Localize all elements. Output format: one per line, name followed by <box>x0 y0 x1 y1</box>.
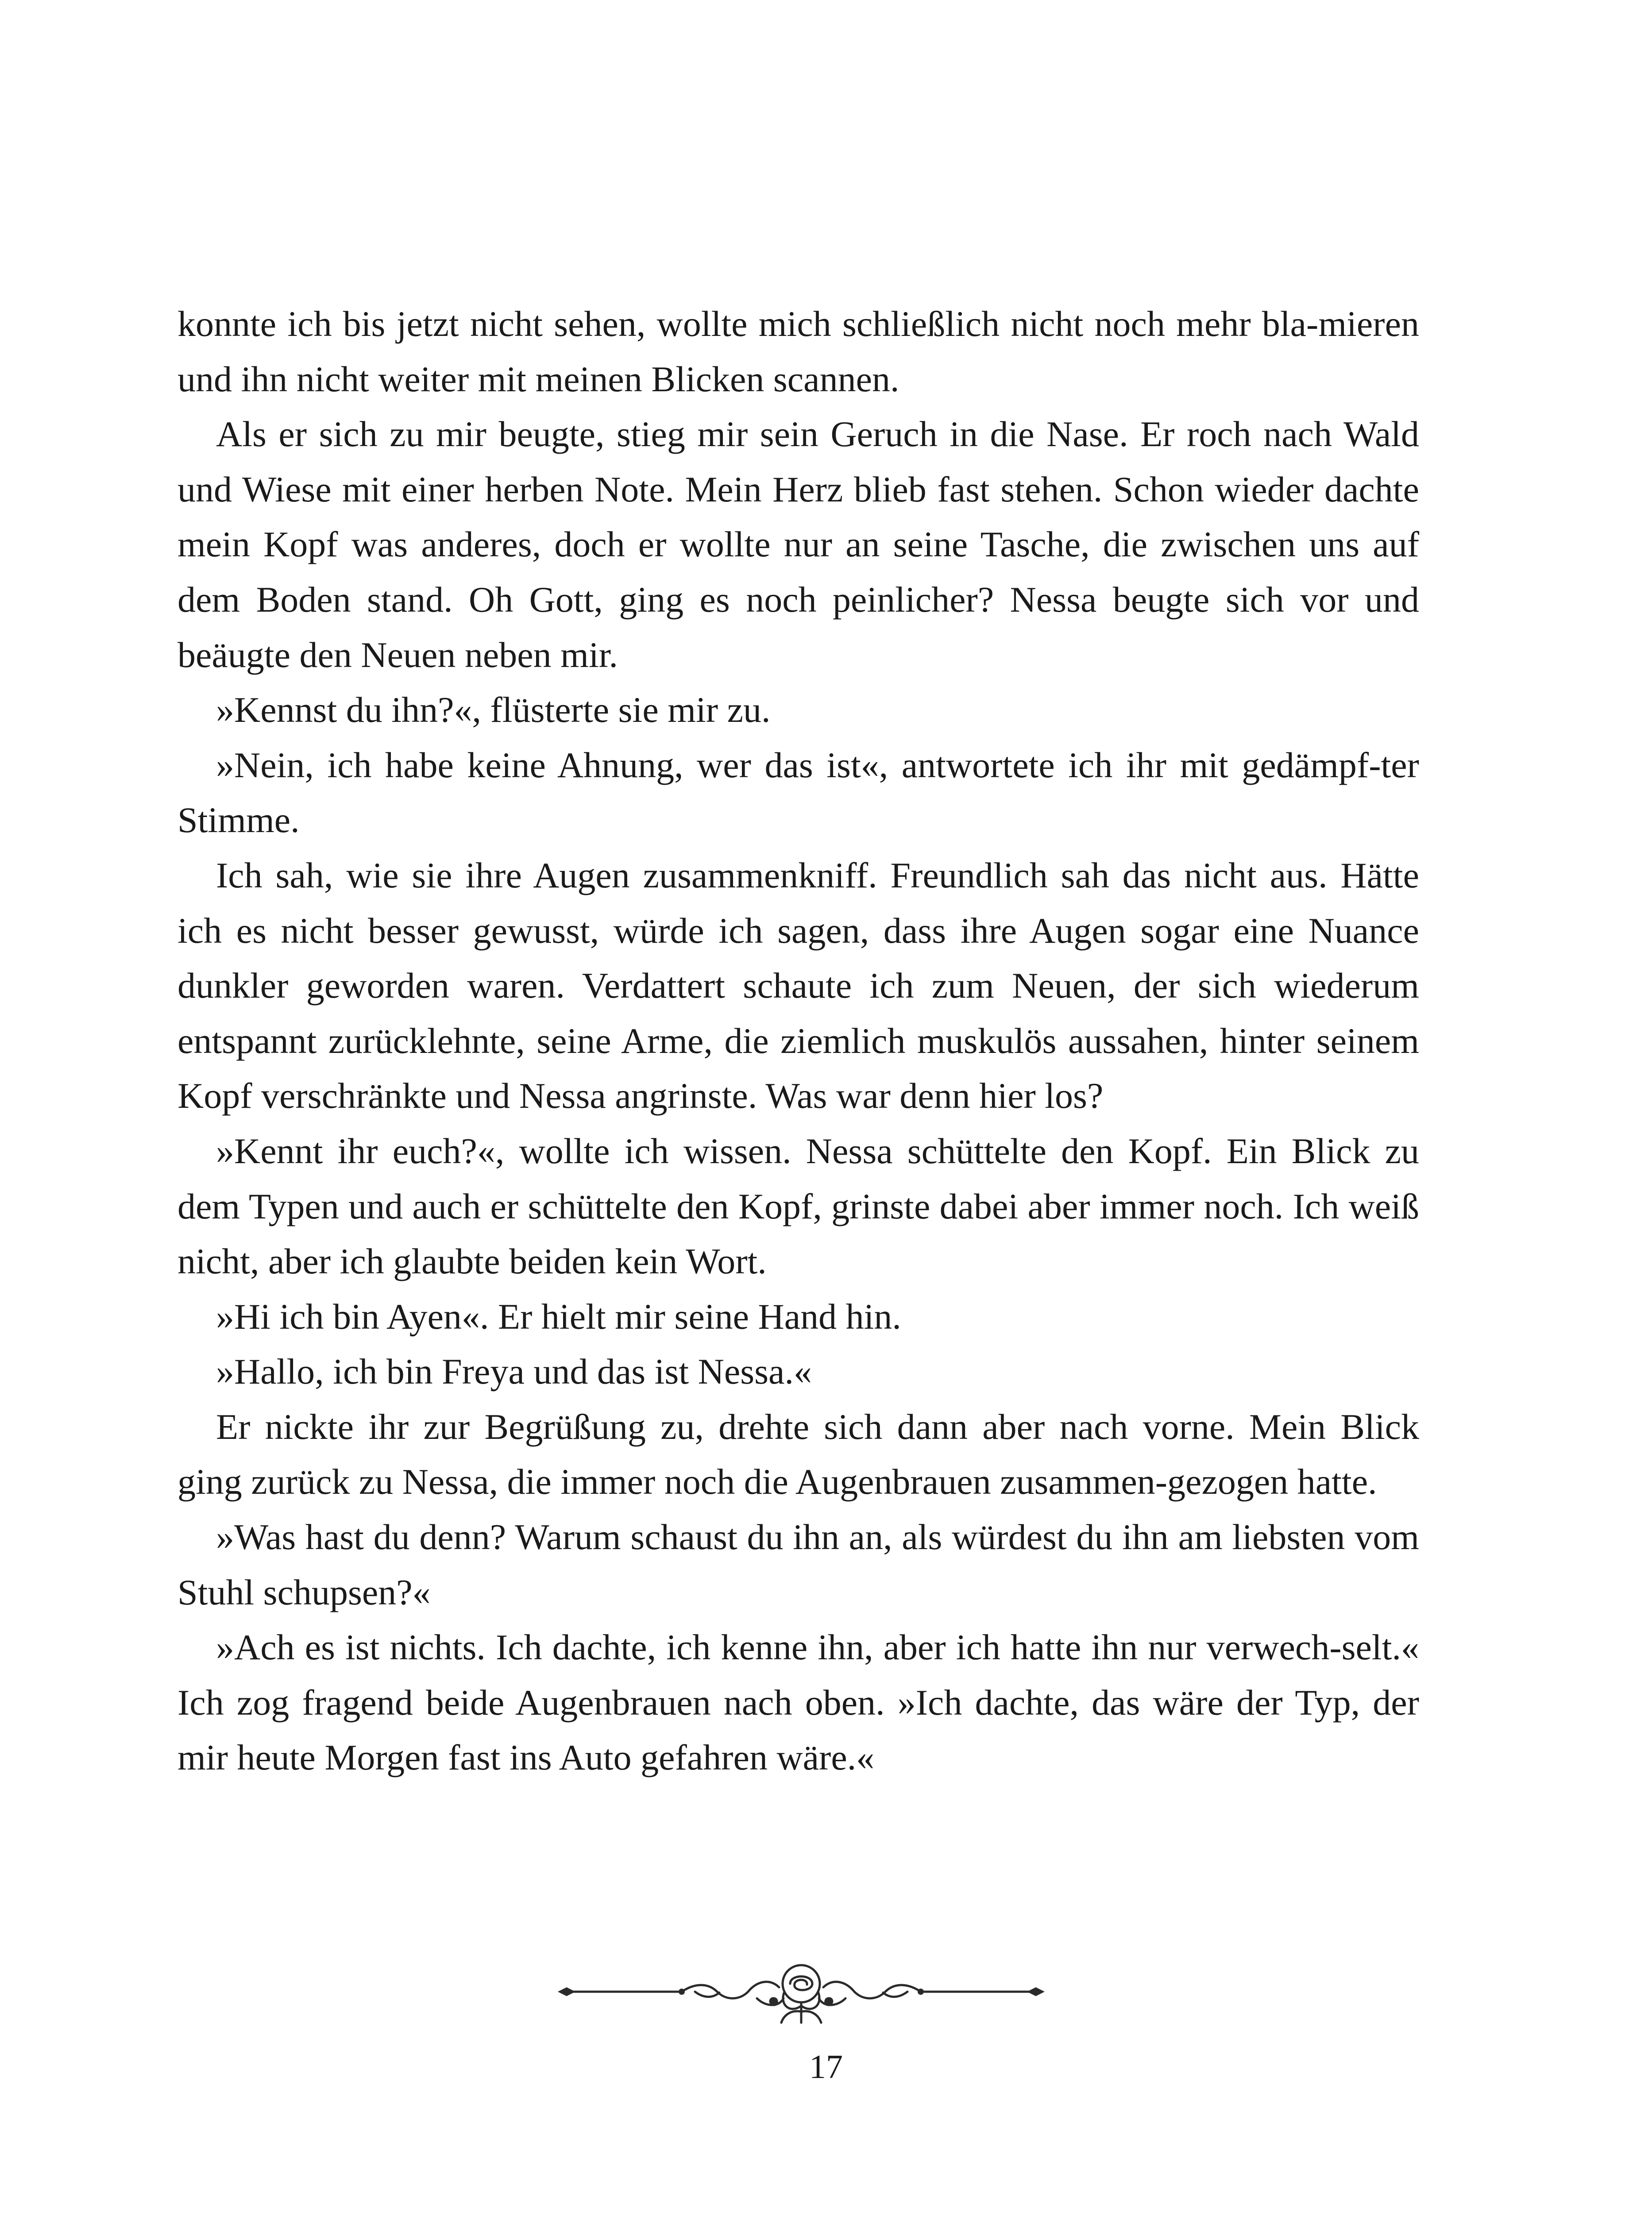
body-text <box>178 297 1419 1785</box>
paragraph-10: »Was hast du denn? Warum schaust du ihn an, als würdest du ihn am liebsten vom Stuhl schupsen?« <box>178 1517 1419 1612</box>
paragraph-8: »Hallo, ich bin Freya und das ist Nessa.« <box>216 1351 812 1392</box>
rose-flourish-icon <box>549 1956 1054 2027</box>
page-number: 17 <box>809 2048 843 2086</box>
paragraph-9: Er nickte ihr zur Begrüßung zu, drehte sich dann aber nach vorne. Mein Blick ging zurück zu Nessa, die immer noch die Augenbrauen zusammen-gezogen hatte. <box>178 1406 1419 1502</box>
paragraph-6: »Kennt ihr euch?«, wollte ich wissen. Nessa schüttelte den Kopf. Ein Blick zu dem Typen und auch er schüttelte den Kopf, grinste dabei aber immer noch. Ich weiß nicht, aber ich glaubte beiden kein Wort. <box>178 1130 1419 1282</box>
paragraph-2: Als er sich zu mir beugte, stieg mir sein Geruch in die Nase. Er roch nach Wald und Wiese mit einer herben Note. Mein Herz blieb fast stehen. Schon wieder dachte mein Kopf was anderes, doch er wollte nur an seine Tasche, die zwischen uns auf dem Boden stand. Oh Gott, ging es noch peinlicher? Nessa beugte sich vor und beäugte den Neuen neben mir. <box>178 414 1419 675</box>
paragraph-1: konnte ich bis jetzt nicht sehen, wollte mich schließlich nicht noch mehr bla-mieren und ihn nicht weiter mit meinen Blicken scannen. <box>178 304 1419 399</box>
paragraph-7: »Hi ich bin Ayen«. Er hielt mir seine Hand hin. <box>216 1296 901 1337</box>
paragraph-3: »Kennst du ihn?«, flüsterte sie mir zu. <box>216 690 771 730</box>
paragraph-4: »Nein, ich habe keine Ahnung, wer das ist«, antwortete ich ihr mit gedämpf-ter Stimme. <box>178 744 1419 840</box>
paragraph-5: Ich sah, wie sie ihre Augen zusammenkniff. Freundlich sah das nicht aus. Hätte ich es nicht besser gewusst, würde ich sagen, dass ihre Augen sogar eine Nuance dunkler geworden waren. Verdattert schaute ich zum Neuen, der sich wiederum entspannt zurücklehnte, seine Arme, die ziemlich muskulös aussahen, hinter seinem Kopf verschränkte und Nessa angrinste. Was war denn hier los? <box>178 855 1419 1116</box>
paragraph-11: »Ach es ist nichts. Ich dachte, ich kenne ihn, aber ich hatte ihn nur verwech-selt.« Ich zog fragend beide Augenbrauen nach oben. »Ich dachte, das wäre der Typ, der mir heute Morgen fast ins Auto gefahren wäre.« <box>178 1627 1419 1778</box>
